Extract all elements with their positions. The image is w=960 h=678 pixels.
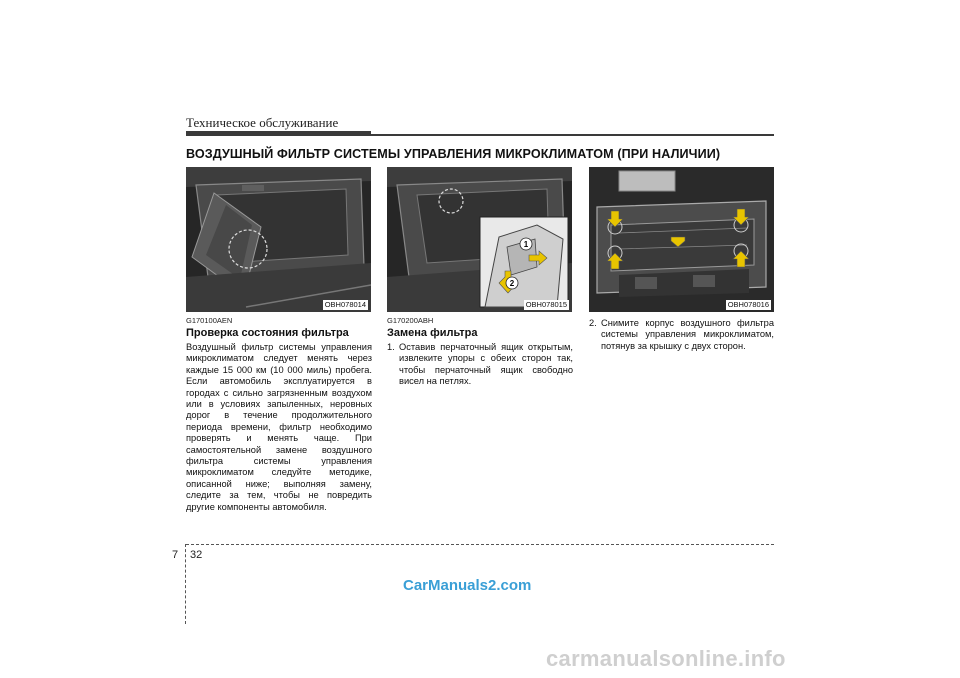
section-code: G170200ABH (387, 316, 434, 325)
glovebox-illustration (186, 167, 371, 312)
figure-glovebox-open (186, 167, 371, 312)
step-number: 1. (387, 342, 395, 352)
figure-caption: OBH078015 (525, 300, 567, 309)
figure-caption: OBH078016 (727, 300, 769, 309)
section-code: G170100AEN (186, 316, 233, 325)
page-number: 32 (190, 549, 203, 561)
step-number: 2. (589, 318, 597, 328)
footer-vertical-divider (185, 544, 186, 624)
subheading-replace-filter: Замена фильтра (387, 327, 478, 339)
watermark-site-link[interactable]: CarManuals2.com (403, 577, 532, 594)
step-1 (387, 342, 573, 388)
footer-divider (186, 544, 774, 545)
stopper-illustration (387, 167, 572, 312)
chapter-number: 7 (172, 549, 179, 561)
step-label-1: 1 (523, 240, 529, 249)
title-bar-accent (186, 131, 371, 136)
step-text: Снимите корпус воздушного фильтра системы управления микроклиматом, потянув за крышку с двух сторон. (601, 318, 774, 351)
step-2 (589, 318, 774, 352)
body-paragraph: Воздушный фильтр системы управления микроклиматом следует менять через каждые 15 000 км (10 000 миль) пробега. Если автомобиль эксплуатируется в городах с сильно загрязненным воздухом или в условиях запыленных, неровных дорог в течение продолжительного периода времени, фильтр необходимо проверять и менять чаще. При самостоятельной замене воздушного фильтра системы управления микроклиматом следуйте методике, описанной ниже; выполняя замену, следите за тем, чтобы не повредить другие компоненты автомобиля. (186, 342, 372, 512)
subheading-check-filter: Проверка состояния фильтра (186, 327, 349, 339)
section-title: Техническое обслуживание (186, 115, 339, 130)
filter-housing-illustration (589, 167, 774, 312)
step-label-2: 2 (509, 279, 515, 288)
title-bar-rule (371, 134, 774, 136)
figure-caption: OBH078014 (324, 300, 366, 309)
figure-filter-housing (589, 167, 774, 312)
step-text: Оставив перчаточный ящик открытым, извлеките упоры с обеих сторон так, чтобы перчаточный ящик свободно висел на петлях. (399, 342, 573, 387)
watermark-bottom: carmanualsonline.info (546, 646, 786, 671)
figure-glovebox-stopper (387, 167, 572, 312)
main-heading: ВОЗДУШНЫЙ ФИЛЬТР СИСТЕМЫ УПРАВЛЕНИЯ МИКРОКЛИМАТОМ (ПРИ НАЛИЧИИ) (186, 147, 721, 161)
